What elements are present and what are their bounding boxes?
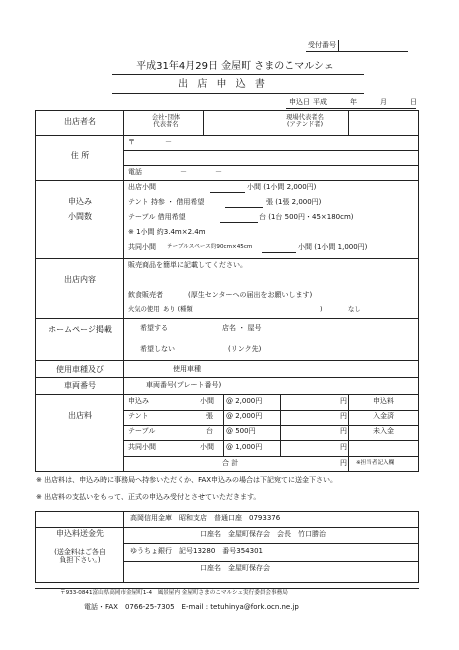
fee-status-3: 未入金 [373,427,394,435]
fee-unit-1: 小間 [200,397,214,405]
fee-unit-2: 張 [206,412,213,420]
fees-row-3-bottom [123,440,419,441]
tent-label: テント 持参 ・ 借用希望 [128,198,205,206]
remittance-divider [123,511,124,583]
company-label: 会社･団体 代表者名 [151,114,181,129]
application-date-year: 年 [350,98,357,106]
fire-no: なし [348,306,361,313]
fee-item-4: 共同小間 [128,443,156,451]
fees-row-2-bottom [123,425,419,426]
homepage-label: ホームページ掲載 [48,325,112,334]
products-instruction: 販売商品を簡単に記載してください。 [128,261,247,269]
footer-top-line [35,588,419,589]
booth-count-label: 出店小間 [128,183,156,191]
remittance-row-3-bottom [123,561,419,562]
receipt-underline [306,51,408,52]
remittance-row-2-bottom [123,543,419,544]
event-title-underline [112,74,364,75]
fire-label: 火気の使用 [128,306,160,313]
shared-booth-blank[interactable] [262,252,296,253]
bank-1: 高岡信用金庫 昭和支店 普通口座 0793376 [130,514,281,522]
company-divider [203,110,204,135]
homepage-no-wish: 希望しない [140,345,175,353]
vehicle-label-2: 車両番号 [64,381,96,390]
fees-row-1-bottom [123,410,419,411]
table-unit: 台 (1台 500円・45×180cm) [259,213,354,221]
receipt-number-label: 受付番号 [308,41,336,49]
remittance-sub-label: (送金料はご各自 負担下さい。) [54,548,106,565]
booth-row-bottom [35,258,419,259]
fee-item-2: テント [128,412,149,420]
homepage-shop-name: 店名 ・ 屋号 [222,324,262,332]
fee-status-1: 申込料 [373,397,394,405]
fee-item-1: 申込み [128,397,149,405]
fee-yen-2: 円 [340,412,347,420]
fees-status-divider [348,394,349,472]
food-note: (厚生センターへの届出をお願いします) [188,291,313,299]
form-title: 出 店 申 込 書 [178,79,268,90]
fee-price-2: @ 2,000円 [226,412,263,420]
table-blank[interactable] [220,222,258,223]
fee-unit-3: 台 [206,427,213,435]
vehicle-plate-label: 車両番号(プレート番号) [146,381,222,389]
application-date-underline [286,108,416,109]
bank-1-holder: 口座名 金屋町保存会 会長 竹口勝治 [200,530,326,538]
fee-price-1: @ 2,000円 [226,397,263,405]
fees-total-yen: 円 [340,459,347,467]
fire-yes: あり (種類 [163,306,193,313]
fee-yen-1: 円 [340,397,347,405]
postal-mark: 〒 [128,138,135,146]
booth-count-unit: 小間 (1小間 2,000円) [247,183,317,191]
tent-unit: 張 (1張 2,000円) [266,198,322,206]
fee-item-3: テーブル [128,427,156,435]
fee-unit-4: 小間 [200,443,214,451]
booth-label-2: 小間数 [68,212,92,221]
fee-status-2: 入金済 [373,412,394,420]
receipt-divider [338,40,339,52]
fire-close: ) [320,306,323,313]
tent-blank[interactable] [225,207,263,208]
remittance-label: 申込料送金先 [56,529,104,538]
food-label: 飲食販売者 [128,291,163,299]
phone-row-bottom [35,180,419,181]
address-row-bottom [123,165,419,166]
form-title-underline [112,93,364,94]
footer-address: 〒933-0841富山県高岡市金屋町1-4 風景屋内 金屋町さまのこマルシェ実行委員会事務局 [60,590,288,596]
vehicle-type-label: 使用車種 [173,365,201,373]
application-date-label: 申込日 [289,98,310,106]
homepage-row-bottom [35,360,419,361]
phone-label: 電話 [128,168,142,176]
shared-booth-label: 共同小間 [128,243,156,251]
applicant-label: 出店者名 [64,117,96,126]
address-label: 住 所 [70,151,90,160]
fees-status-note: ※担当者記入欄 [356,460,395,466]
booth-label-1: 申込み [68,197,92,206]
contact-label: 現場代表者名 (アテンド者) [286,114,324,129]
note-1: ※ 出店料は、申込み時に事務局へ持参いただくか、FAX申込みの場合は下記宛てに送金下さい。 [36,476,338,484]
fees-label: 出店料 [68,411,92,420]
event-title: 平成31年4月29日 金屋町 さまのこマルシェ [136,61,334,72]
vehicle-label-1: 使用車種及び [56,365,104,374]
contact-divider [348,110,349,135]
fees-row-4-bottom [123,456,419,457]
footer-contact: 電話・FAX 0766-25-7305 E-mail : tetuhinya@fork.ocn.ne.jp [84,603,299,611]
shared-booth-unit: 小間 (1小間 1,000円) [298,243,368,251]
fee-yen-3: 円 [340,427,347,435]
homepage-wish: 希望する [140,324,168,332]
booth-count-blank[interactable] [210,192,245,193]
fee-yen-4: 円 [340,443,347,451]
booth-size-note: ※ 1小間 約3.4m×2.4m [128,228,206,236]
products-label: 出店内容 [64,275,96,284]
postal-dash: － [165,138,172,146]
products-row-bottom [35,318,419,319]
fee-price-4: @ 1,000円 [226,443,263,451]
note-2: ※ 出店料の支払いをもって、正式の申込み受付とさせていただきます。 [36,493,261,501]
vehicle-row-bottom [35,394,419,395]
application-date-era: 平成 [313,98,327,106]
application-date-day: 日 [410,98,417,106]
bank-2-holder: 口座名 金屋町保存会 [200,564,270,572]
fee-price-3: @ 500円 [226,427,256,435]
vehicle-mid-line [35,377,419,378]
fees-total-label: 合 計 [222,459,239,467]
phone-dash-2: － [215,168,222,176]
application-date-month: 月 [380,98,387,106]
homepage-link: (リンク先) [228,345,262,353]
applicant-row-bottom [35,135,419,136]
postal-line [123,150,419,151]
shared-booth-space: テーブルスペース約90cm×45cm [167,244,253,250]
remittance-row-1-bottom [35,527,419,528]
table-label: テーブル 借用希望 [128,213,186,221]
phone-dash-1: － [180,168,187,176]
bank-2: ゆうちょ銀行 記号13280 番号354301 [130,547,263,555]
